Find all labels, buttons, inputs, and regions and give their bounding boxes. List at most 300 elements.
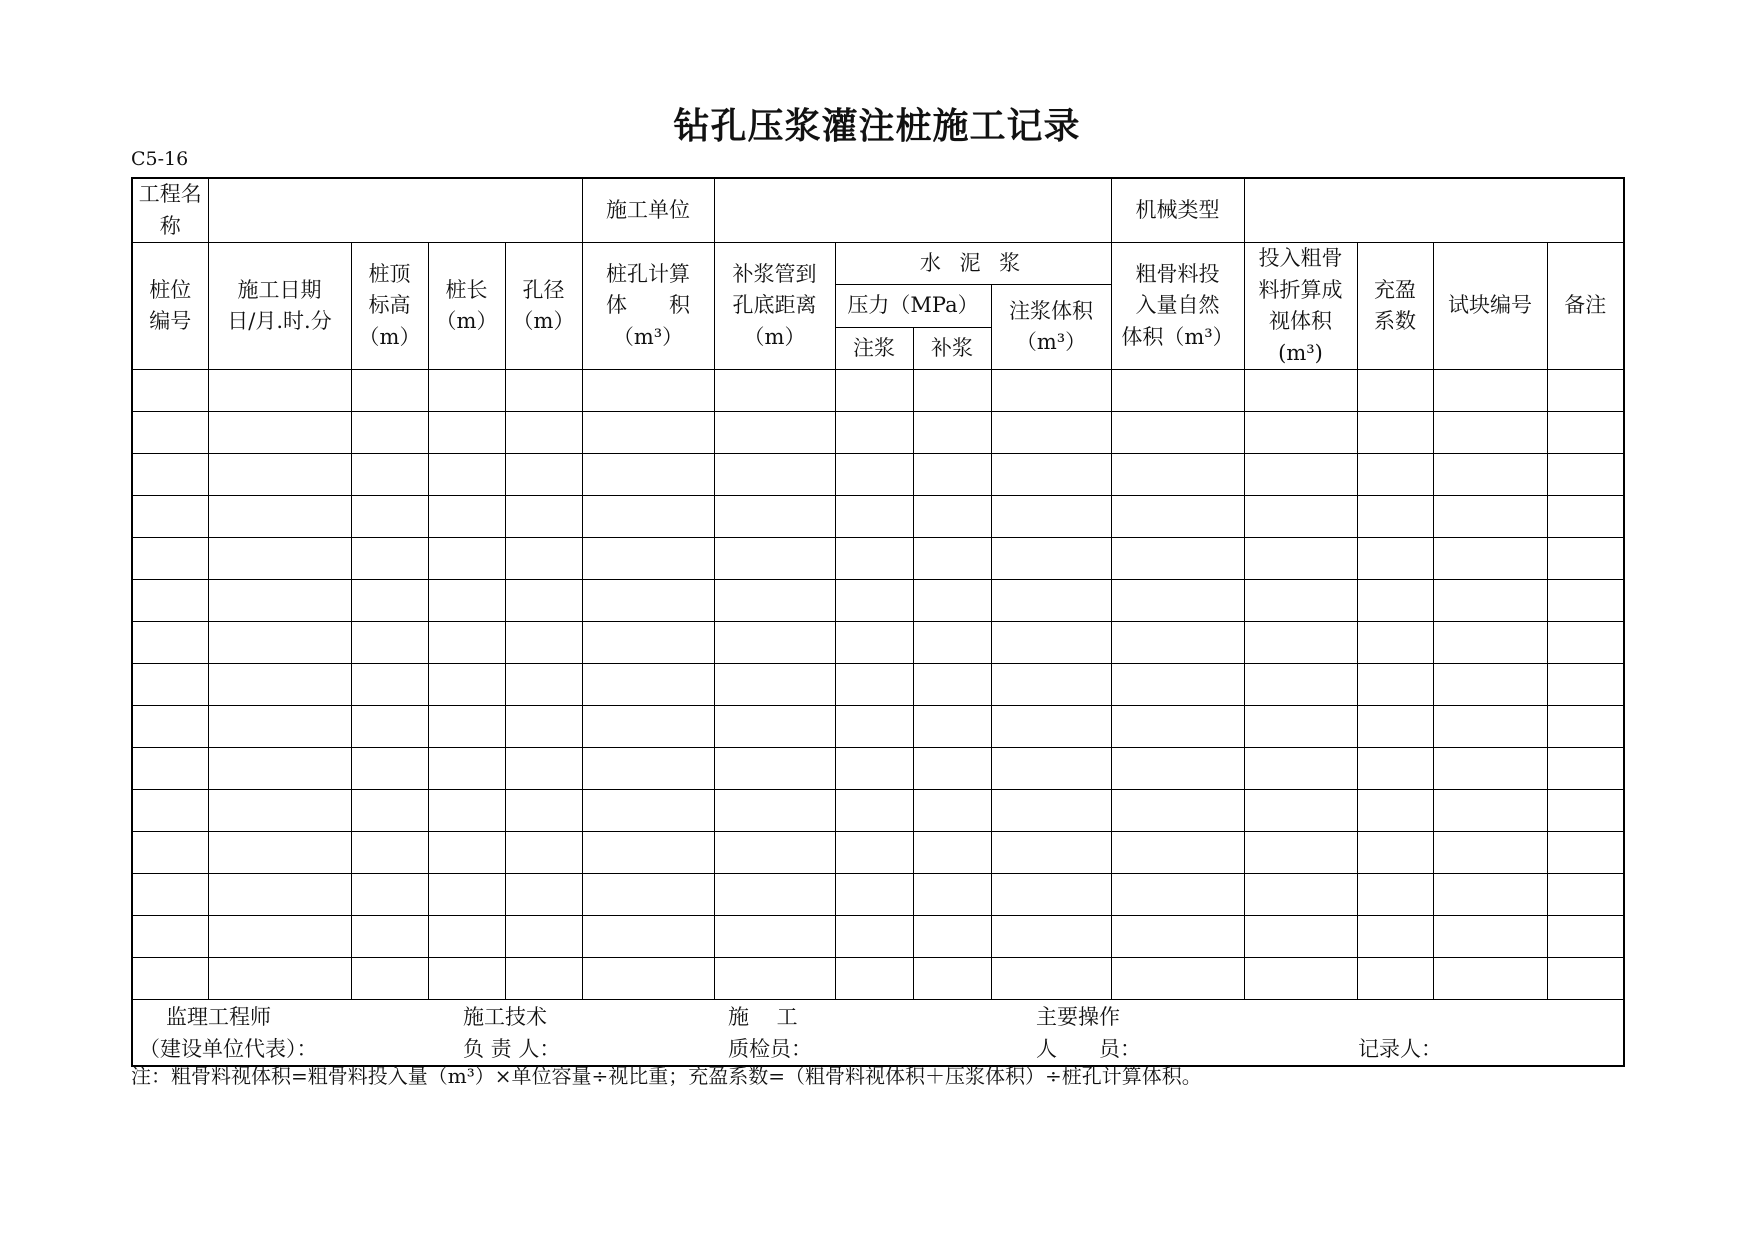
table-cell[interactable]: [1111, 580, 1244, 622]
table-cell[interactable]: [835, 706, 913, 748]
table-cell[interactable]: [1433, 370, 1547, 412]
construction-unit-label: 施工单位: [582, 178, 714, 243]
table-cell[interactable]: [132, 748, 208, 790]
table-cell[interactable]: [1244, 874, 1357, 916]
table-cell[interactable]: [428, 874, 505, 916]
table-cell[interactable]: [1244, 538, 1357, 580]
construction-record-table: [131, 177, 1625, 1067]
header-calc-volume: [582, 243, 714, 370]
table-cell[interactable]: [1244, 706, 1357, 748]
table-row: [132, 370, 1624, 412]
table-cell[interactable]: [132, 874, 208, 916]
table-cell[interactable]: [132, 664, 208, 706]
project-name-field[interactable]: [208, 178, 582, 243]
table-cell[interactable]: [835, 832, 913, 874]
table-cell[interactable]: [1547, 832, 1624, 874]
table-cell[interactable]: [835, 874, 913, 916]
table-cell[interactable]: [714, 706, 835, 748]
table-cell[interactable]: [1547, 622, 1624, 664]
table-cell[interactable]: [208, 580, 351, 622]
table-cell[interactable]: [991, 580, 1111, 622]
table-cell[interactable]: [835, 916, 913, 958]
table-cell[interactable]: [991, 370, 1111, 412]
table-cell[interactable]: [132, 454, 208, 496]
header-date: [208, 243, 351, 370]
table-cell[interactable]: [351, 454, 428, 496]
table-cell[interactable]: [1244, 412, 1357, 454]
table-row: [132, 958, 1624, 1000]
machine-type-label: 机械类型: [1111, 178, 1244, 243]
header-inject-volume: [991, 285, 1111, 370]
table-cell[interactable]: [835, 538, 913, 580]
table-cell[interactable]: [1357, 580, 1433, 622]
table-cell[interactable]: [1357, 454, 1433, 496]
table-cell[interactable]: [582, 496, 714, 538]
table-cell[interactable]: [835, 664, 913, 706]
table-cell[interactable]: [714, 580, 835, 622]
table-cell[interactable]: [714, 874, 835, 916]
header-aggregate-natural: [1111, 243, 1244, 370]
qc-label-line2: 质检员：: [728, 1037, 812, 1061]
table-cell[interactable]: [208, 538, 351, 580]
table-cell[interactable]: [428, 706, 505, 748]
header-line: 充盈: [1374, 277, 1416, 302]
table-cell[interactable]: [1547, 370, 1624, 412]
table-cell[interactable]: [351, 832, 428, 874]
table-cell[interactable]: [1547, 874, 1624, 916]
table-cell[interactable]: [991, 790, 1111, 832]
header-line: 投入粗骨: [1258, 246, 1343, 270]
table-cell[interactable]: [351, 748, 428, 790]
table-cell[interactable]: [132, 412, 208, 454]
table-cell[interactable]: [351, 664, 428, 706]
table-cell[interactable]: [582, 790, 714, 832]
table-cell[interactable]: [1111, 538, 1244, 580]
table-cell[interactable]: [1111, 412, 1244, 454]
header-pile-no: [132, 243, 208, 370]
table-cell[interactable]: [351, 580, 428, 622]
header-cement-slurry: 水 泥 浆: [835, 243, 1111, 285]
table-cell[interactable]: [582, 874, 714, 916]
table-cell[interactable]: [351, 916, 428, 958]
tech-lead-label-line1: 施工技术: [463, 1005, 547, 1029]
table-cell[interactable]: [913, 538, 991, 580]
table-cell[interactable]: [582, 622, 714, 664]
table-cell[interactable]: [913, 664, 991, 706]
header-line: （m）: [743, 324, 806, 349]
table-cell[interactable]: [428, 664, 505, 706]
table-cell[interactable]: [351, 622, 428, 664]
table-cell[interactable]: [505, 874, 582, 916]
table-cell[interactable]: [835, 370, 913, 412]
table-cell[interactable]: [714, 664, 835, 706]
table-cell[interactable]: [1547, 412, 1624, 454]
table-cell[interactable]: [1433, 832, 1547, 874]
table-cell[interactable]: [913, 370, 991, 412]
table-cell[interactable]: [1244, 832, 1357, 874]
table-cell[interactable]: [505, 496, 582, 538]
page-title: 钻孔压浆灌注桩施工记录: [673, 106, 1081, 147]
supervisor-label-line1: 监理工程师: [166, 1005, 271, 1029]
table-cell[interactable]: [714, 370, 835, 412]
header-line: 体积（m³）: [1121, 324, 1234, 349]
table-cell[interactable]: [1111, 370, 1244, 412]
table-cell[interactable]: [351, 496, 428, 538]
table-cell[interactable]: [991, 454, 1111, 496]
header-line: 标高: [368, 293, 411, 318]
signature-cell: [132, 1000, 1624, 1067]
table-cell[interactable]: [1433, 706, 1547, 748]
table-cell[interactable]: [132, 706, 208, 748]
recorder-label: 记录人：: [1358, 1037, 1442, 1061]
header-hole-diameter: [505, 243, 582, 370]
table-cell[interactable]: [991, 916, 1111, 958]
table-cell[interactable]: [428, 832, 505, 874]
table-cell[interactable]: [351, 412, 428, 454]
header-line: 桩孔计算: [606, 261, 690, 286]
table-cell[interactable]: [1357, 790, 1433, 832]
table-cell[interactable]: [835, 412, 913, 454]
table-cell[interactable]: [1111, 832, 1244, 874]
table-cell[interactable]: [208, 916, 351, 958]
table-row: [132, 832, 1624, 874]
table-cell[interactable]: [991, 706, 1111, 748]
table-cell[interactable]: [1433, 790, 1547, 832]
header-line: 料折算成: [1258, 277, 1343, 302]
table-cell[interactable]: [913, 454, 991, 496]
table-row: [132, 412, 1624, 454]
table-cell[interactable]: [582, 748, 714, 790]
header-line: 系数: [1374, 309, 1416, 333]
table-cell[interactable]: [582, 370, 714, 412]
table-cell[interactable]: [714, 958, 835, 1000]
table-cell[interactable]: [505, 916, 582, 958]
header-line: 桩顶: [368, 261, 411, 286]
table-cell[interactable]: [505, 706, 582, 748]
table-cell[interactable]: [208, 496, 351, 538]
table-cell[interactable]: [1244, 580, 1357, 622]
table-cell[interactable]: [913, 412, 991, 454]
table-cell[interactable]: [1547, 790, 1624, 832]
table-cell[interactable]: [714, 790, 835, 832]
tech-lead-label-line2: 负 责 人：: [463, 1037, 561, 1061]
header-pipe-distance: [714, 243, 835, 370]
table-cell[interactable]: [1111, 622, 1244, 664]
table-cell[interactable]: [132, 790, 208, 832]
table-cell[interactable]: [582, 454, 714, 496]
header-line: （m）: [358, 324, 421, 349]
table-cell[interactable]: [351, 958, 428, 1000]
table-cell[interactable]: [582, 538, 714, 580]
table-cell[interactable]: [132, 580, 208, 622]
table-cell[interactable]: [1433, 454, 1547, 496]
table-cell[interactable]: [208, 958, 351, 1000]
header-line: 桩位: [149, 277, 192, 302]
data-body: [132, 370, 1624, 1000]
table-cell[interactable]: [1357, 706, 1433, 748]
footnote: 注：粗骨料视体积=粗骨料投入量（m³）×单位容量÷视比重；充盈系数=（粗骨料视体积＋压浆体积）÷桩孔计算体积。: [131, 1064, 1202, 1088]
table-cell[interactable]: [913, 958, 991, 1000]
table-cell[interactable]: [1244, 916, 1357, 958]
table-cell[interactable]: [582, 412, 714, 454]
table-cell[interactable]: [913, 706, 991, 748]
table-cell[interactable]: [208, 412, 351, 454]
table-cell[interactable]: [428, 370, 505, 412]
signature-row: [132, 1000, 1624, 1067]
table-cell[interactable]: [351, 706, 428, 748]
table-cell[interactable]: [208, 706, 351, 748]
table-cell[interactable]: [714, 748, 835, 790]
table-cell[interactable]: [351, 874, 428, 916]
table-cell[interactable]: [582, 706, 714, 748]
table-cell[interactable]: [714, 538, 835, 580]
supervisor-label-line2: （建设单位代表）：: [139, 1037, 318, 1061]
table-cell[interactable]: [132, 916, 208, 958]
table-cell[interactable]: [428, 496, 505, 538]
project-name-label: 工程名称: [132, 178, 208, 243]
signature-box: [133, 1000, 1623, 1065]
table-cell[interactable]: [582, 958, 714, 1000]
table-cell[interactable]: [505, 370, 582, 412]
table-cell[interactable]: [1547, 454, 1624, 496]
table-cell[interactable]: [991, 496, 1111, 538]
qc-label-line1: 施 工: [728, 1005, 798, 1029]
table-cell[interactable]: [132, 832, 208, 874]
table-cell[interactable]: [351, 790, 428, 832]
table-cell[interactable]: [1357, 496, 1433, 538]
header-line: 补浆管到: [732, 261, 817, 286]
table-cell[interactable]: [1111, 748, 1244, 790]
table-cell[interactable]: [714, 832, 835, 874]
table-cell[interactable]: [1244, 622, 1357, 664]
table-cell[interactable]: [428, 622, 505, 664]
table-cell[interactable]: [208, 790, 351, 832]
table-cell[interactable]: [913, 874, 991, 916]
table-cell[interactable]: [582, 664, 714, 706]
table-cell[interactable]: [991, 538, 1111, 580]
table-cell[interactable]: [132, 538, 208, 580]
table-cell[interactable]: [1433, 538, 1547, 580]
header-inject: 注浆: [835, 328, 913, 370]
table-cell[interactable]: [208, 832, 351, 874]
table-cell[interactable]: [208, 622, 351, 664]
table-cell[interactable]: [1547, 496, 1624, 538]
header-line: （m）: [512, 309, 575, 333]
table-cell[interactable]: [1244, 790, 1357, 832]
header-top-elevation: [351, 243, 428, 370]
construction-unit-field[interactable]: [714, 178, 1111, 243]
table-cell[interactable]: [1111, 958, 1244, 1000]
table-cell[interactable]: [1433, 916, 1547, 958]
header-line: 孔底距离: [732, 293, 817, 318]
header-fill-coefficient: [1357, 243, 1433, 370]
table-cell[interactable]: [1111, 874, 1244, 916]
table-cell[interactable]: [1111, 790, 1244, 832]
header-sample-no: 试块编号: [1433, 243, 1547, 370]
table-cell[interactable]: [991, 748, 1111, 790]
table-cell[interactable]: [505, 664, 582, 706]
header-line: （m）: [435, 309, 498, 333]
table-cell[interactable]: [991, 412, 1111, 454]
table-cell[interactable]: [208, 748, 351, 790]
machine-type-field[interactable]: [1244, 178, 1624, 243]
table-cell[interactable]: [1433, 622, 1547, 664]
table-cell[interactable]: [1357, 874, 1433, 916]
table-cell[interactable]: [351, 370, 428, 412]
table-cell[interactable]: [505, 580, 582, 622]
header-row-1: [132, 243, 1624, 285]
table-cell[interactable]: [991, 958, 1111, 1000]
table-cell[interactable]: [835, 580, 913, 622]
table-cell[interactable]: [1433, 748, 1547, 790]
table-cell[interactable]: [505, 790, 582, 832]
table-cell[interactable]: [1111, 706, 1244, 748]
table-cell[interactable]: [913, 916, 991, 958]
table-cell[interactable]: [913, 832, 991, 874]
table-cell[interactable]: [1433, 664, 1547, 706]
table-cell[interactable]: [208, 664, 351, 706]
table-cell[interactable]: [714, 622, 835, 664]
info-row: [132, 178, 1624, 243]
header-line: 编号: [149, 309, 192, 333]
table-cell[interactable]: [132, 622, 208, 664]
table-cell[interactable]: [913, 790, 991, 832]
table-cell[interactable]: [428, 412, 505, 454]
table-cell[interactable]: [208, 454, 351, 496]
table-row: [132, 454, 1624, 496]
table-row: [132, 916, 1624, 958]
table-cell[interactable]: [582, 832, 714, 874]
table-cell[interactable]: [991, 622, 1111, 664]
header-line: 体 积: [606, 293, 690, 318]
table-cell[interactable]: [428, 958, 505, 1000]
table-cell[interactable]: [505, 958, 582, 1000]
table-cell[interactable]: [714, 496, 835, 538]
table-cell[interactable]: [991, 664, 1111, 706]
table-cell[interactable]: [1357, 538, 1433, 580]
table-cell[interactable]: [991, 832, 1111, 874]
table-cell[interactable]: [505, 622, 582, 664]
table-cell[interactable]: [1547, 538, 1624, 580]
table-cell[interactable]: [1433, 496, 1547, 538]
table-cell[interactable]: [714, 916, 835, 958]
table-row: [132, 496, 1624, 538]
table-cell[interactable]: [505, 748, 582, 790]
form-code: C5-16: [131, 148, 189, 170]
header-line: 入量自然: [1135, 293, 1220, 318]
table-cell[interactable]: [208, 370, 351, 412]
table-cell[interactable]: [714, 454, 835, 496]
table-cell[interactable]: [1357, 958, 1433, 1000]
header-line: 桩长: [445, 277, 488, 302]
table-cell[interactable]: [1357, 832, 1433, 874]
table-cell[interactable]: [835, 790, 913, 832]
table-cell[interactable]: [1357, 622, 1433, 664]
table-cell[interactable]: [1547, 580, 1624, 622]
table-cell[interactable]: [505, 832, 582, 874]
table-cell[interactable]: [714, 412, 835, 454]
header-line: 施工日期: [237, 277, 322, 302]
table-cell[interactable]: [428, 538, 505, 580]
table-cell[interactable]: [505, 412, 582, 454]
table-cell[interactable]: [1111, 496, 1244, 538]
header-line: 注浆体积: [1009, 298, 1093, 323]
table-cell[interactable]: [835, 622, 913, 664]
table-cell[interactable]: [1357, 916, 1433, 958]
table-cell[interactable]: [1547, 748, 1624, 790]
table-cell[interactable]: [132, 370, 208, 412]
header-pile-length: [428, 243, 505, 370]
table-row: [132, 580, 1624, 622]
table-cell[interactable]: [1357, 370, 1433, 412]
table-cell[interactable]: [1433, 580, 1547, 622]
table-cell[interactable]: [428, 748, 505, 790]
table-cell[interactable]: [582, 916, 714, 958]
table-cell[interactable]: [913, 622, 991, 664]
table-cell[interactable]: [1244, 664, 1357, 706]
table-cell[interactable]: [1111, 454, 1244, 496]
table-cell[interactable]: [835, 958, 913, 1000]
table-cell[interactable]: [505, 454, 582, 496]
table-cell[interactable]: [428, 454, 505, 496]
table-cell[interactable]: [428, 790, 505, 832]
table-cell[interactable]: [913, 496, 991, 538]
table-cell[interactable]: [1111, 916, 1244, 958]
table-cell[interactable]: [1244, 748, 1357, 790]
table-cell[interactable]: [1244, 370, 1357, 412]
table-cell[interactable]: [1433, 958, 1547, 1000]
table-cell[interactable]: [1357, 412, 1433, 454]
table-cell[interactable]: [1433, 874, 1547, 916]
table-cell[interactable]: [505, 538, 582, 580]
table-cell[interactable]: [1547, 958, 1624, 1000]
table-cell[interactable]: [913, 580, 991, 622]
table-cell[interactable]: [208, 874, 351, 916]
table-cell[interactable]: [428, 580, 505, 622]
table-cell[interactable]: [991, 874, 1111, 916]
table-row: [132, 538, 1624, 580]
table-cell[interactable]: [835, 496, 913, 538]
header-pressure: 压力（MPa）: [835, 285, 991, 328]
table-cell[interactable]: [428, 916, 505, 958]
table-cell[interactable]: [1111, 664, 1244, 706]
table-cell[interactable]: [351, 538, 428, 580]
table-cell[interactable]: [132, 496, 208, 538]
table-cell[interactable]: [1433, 412, 1547, 454]
table-row: [132, 622, 1624, 664]
table-cell[interactable]: [835, 748, 913, 790]
header-aggregate-converted: [1244, 243, 1357, 370]
table-cell[interactable]: [1547, 706, 1624, 748]
table-cell[interactable]: [582, 580, 714, 622]
header-line: （m³）: [612, 324, 684, 349]
table-cell[interactable]: [1357, 664, 1433, 706]
header-line: 日/月.时.分: [227, 309, 332, 333]
table-cell[interactable]: [1547, 916, 1624, 958]
header-remarks: 备注: [1547, 243, 1624, 370]
table-cell[interactable]: [1357, 748, 1433, 790]
table-cell[interactable]: [1244, 496, 1357, 538]
table-cell[interactable]: [835, 454, 913, 496]
table-row: [132, 664, 1624, 706]
header-line: （m³）: [1015, 330, 1087, 354]
table-cell[interactable]: [1547, 664, 1624, 706]
table-cell[interactable]: [1244, 454, 1357, 496]
table-cell[interactable]: [1244, 958, 1357, 1000]
header-line: (m³): [1278, 340, 1323, 365]
table-cell[interactable]: [913, 748, 991, 790]
table-cell[interactable]: [132, 958, 208, 1000]
